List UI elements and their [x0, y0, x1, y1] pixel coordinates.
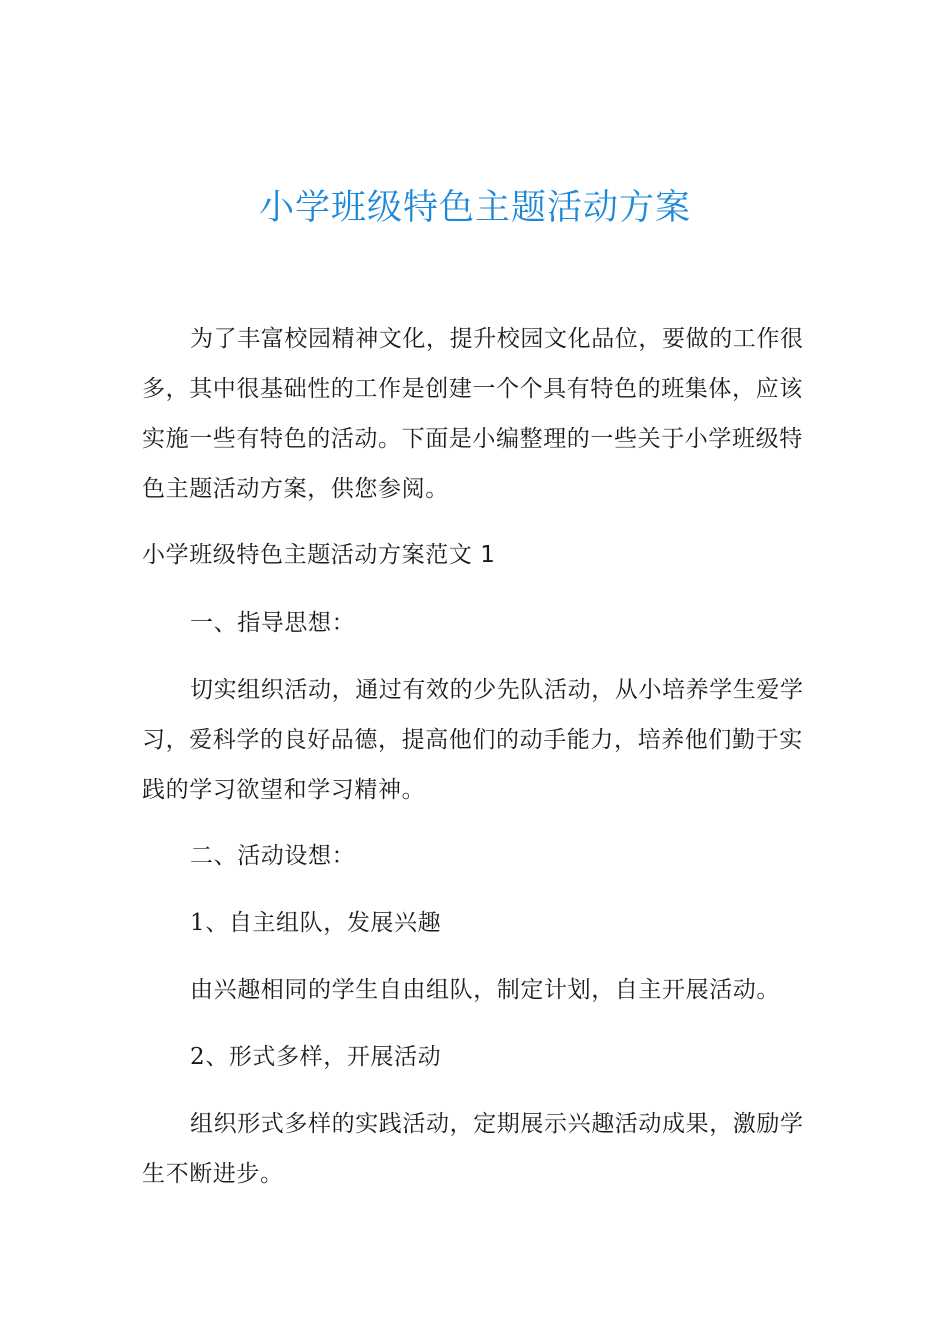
section1-line: 切实组织活动，通过有效的少先队活动，从小培养学生爱学 [190, 677, 804, 703]
intro-line: 实施一些有特色的活动。下面是小编整理的一些关于小学班级特 [142, 426, 803, 452]
section1-body [142, 665, 802, 815]
item2-line: 组织形式多样的实践活动，定期展示兴趣活动成果，激励学 [190, 1111, 804, 1137]
sample-heading: 小学班级特色主题活动方案范文 1 [142, 542, 496, 568]
item2-body [142, 1099, 802, 1199]
section1-line: 践的学习欲望和学习精神。 [142, 777, 426, 803]
intro-line: 为了丰富校园精神文化，提升校园文化品位，要做的工作很 [190, 326, 804, 352]
item1-heading: 1、自主组队，发展兴趣 [190, 910, 442, 936]
section1-heading: 一、指导思想： [190, 610, 356, 636]
section2-heading: 二、活动设想： [190, 843, 356, 869]
item2-heading: 2、形式多样，开展活动 [190, 1044, 442, 1070]
item1-body: 由兴趣相同的学生自由组队，制定计划，自主开展活动。 [190, 977, 780, 1003]
intro-line: 色主题活动方案，供您参阅。 [142, 476, 449, 502]
section1-line: 习，爱科学的良好品德，提高他们的动手能力，培养他们勤于实 [142, 727, 803, 753]
document-title: 小学班级特色主题活动方案 [258, 188, 691, 228]
item2-line: 生不断进步。 [142, 1161, 284, 1187]
intro-paragraph [142, 314, 802, 514]
intro-line: 多，其中很基础性的工作是创建一个个具有特色的班集体，应该 [142, 376, 803, 402]
